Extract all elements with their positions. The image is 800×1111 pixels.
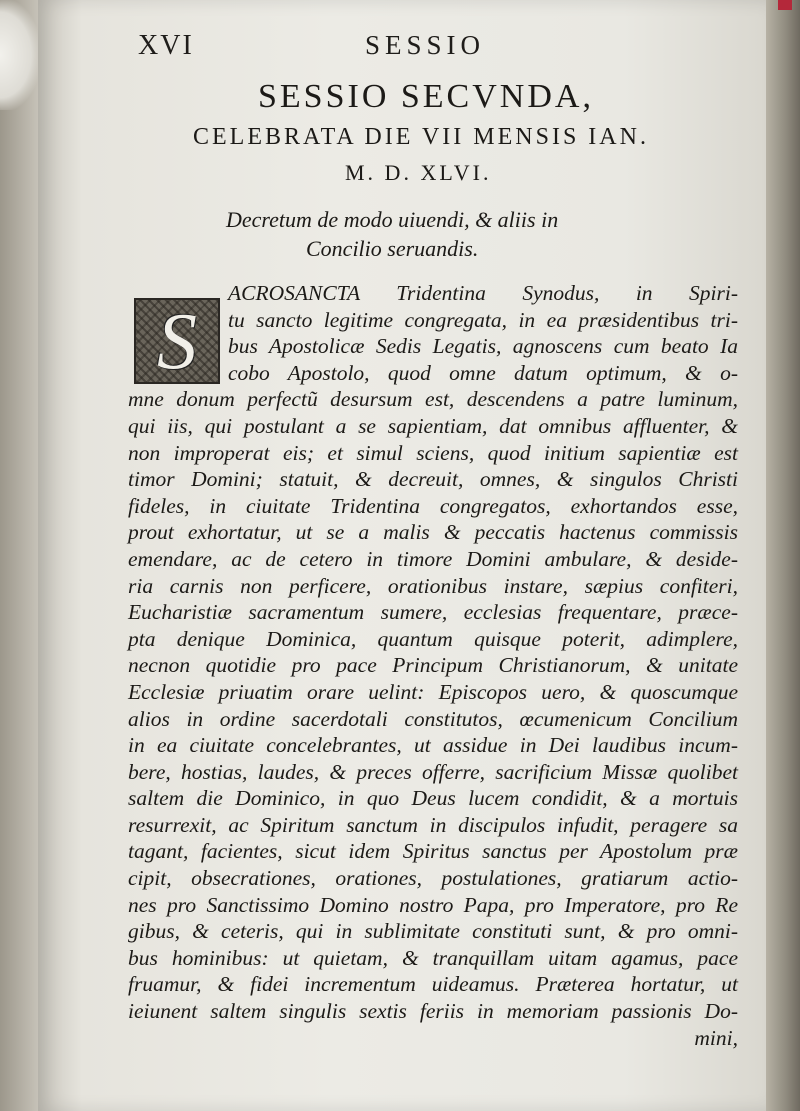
body-text bbox=[128, 280, 738, 1051]
page-edge bbox=[766, 0, 800, 1111]
body-line: prout exhortatur, ut se a malis & peccatis hactenus commissis bbox=[128, 520, 738, 545]
page-gutter bbox=[0, 0, 40, 1111]
running-head: SESSIO bbox=[365, 30, 486, 60]
session-title: SESSIO SECVNDA, bbox=[258, 78, 594, 115]
body-line: pta denique Dominica, quantum quisque poterit, adimplere, bbox=[128, 626, 738, 651]
decree-title bbox=[226, 205, 686, 263]
body-line: nes pro Sanctissimo Domino nostro Papa, pro Imperatore, pro Re bbox=[128, 892, 738, 917]
session-subtitle: CELEBRATA DIE VII MENSIS IAN. bbox=[193, 124, 649, 150]
body-line: tu sancto legitime congregata, in ea præsidentibus tri- bbox=[228, 307, 738, 332]
body-line: alios in ordine sacerdotali constitutos, œcumenicum Concilium bbox=[128, 706, 738, 731]
body-line: fideles, in ciuitate Tridentina congregatos, exhortandos esse, bbox=[128, 493, 738, 518]
body-line: ieiunent saltem singulis sextis feriis in memoriam passionis Do- bbox=[128, 999, 738, 1024]
body-line: ACROSANCTA Tridentina Synodus, in Spiri- bbox=[228, 281, 738, 305]
body-line: cipit, obsecrationes, orationes, postulationes, gratiarum actio- bbox=[128, 866, 738, 891]
body-line: emendare, ac de cetero in timore Domini ambulare, & deside- bbox=[128, 546, 738, 571]
bookmark-ribbon bbox=[778, 0, 792, 10]
body-line: cobo Apostolo, quod omne datum optimum, & o- bbox=[228, 360, 738, 385]
body-line: saltem die Dominico, in quo Deus lucem condidit, & a mortuis bbox=[128, 786, 738, 811]
folio-number: XVI bbox=[138, 30, 194, 61]
initial-letter: S bbox=[157, 298, 197, 386]
body-line: timor Domini; statuit, & decreuit, omnes, & singulos Christi bbox=[128, 467, 738, 492]
page-header bbox=[0, 30, 800, 64]
body-line: bus Apostolicæ Sedis Legatis, agnoscens cum beato Ia bbox=[228, 334, 738, 359]
session-date: M. D. XLVI. bbox=[345, 160, 492, 185]
body-line: tagant, facientes, sicut idem Spiritus sanctus per Apostolum præ bbox=[128, 839, 738, 864]
body-line: non improperat eis; et simul sciens, quod initium sapientiæ est bbox=[128, 440, 738, 465]
body-line-catchword: mini, bbox=[694, 1025, 738, 1050]
body-line: resurrexit, ac Spiritum sanctum in discipulos infudit, peragere sa bbox=[128, 812, 738, 837]
body-line: Eucharistiæ sacramentum sumere, ecclesias frequentare, præce- bbox=[128, 600, 738, 625]
body-line: ria carnis non perficere, orationibus instare, sæpius confiteri, bbox=[128, 573, 738, 598]
decree-title-line-1: Decretum de modo uiuendi, & aliis in bbox=[226, 207, 559, 232]
body-line: mne donum perfectũ desursum est, descendens a patre luminum, bbox=[128, 387, 738, 412]
body-line: qui iis, qui postulant a se sapientiam, dat omnibus affluenter, & bbox=[128, 413, 738, 438]
body-line: fruamur, & fidei incrementum uideamus. Præterea hortatur, ut bbox=[128, 972, 738, 997]
decree-title-line-2: Concilio seruandis. bbox=[306, 236, 479, 261]
body-line: bus hominibus: ut quietam, & tranquillam uitam agamus, pace bbox=[128, 945, 738, 970]
body-line: gibus, & ceteris, qui in sublimitate constituti sunt, & pro omni- bbox=[128, 919, 738, 944]
body-line: Ecclesiæ priuatim orare uelint: Episcopos uero, & quoscumque bbox=[128, 679, 738, 704]
body-line: necnon quotidie pro pace Principum Christianorum, & unitate bbox=[128, 653, 738, 678]
body-line: bere, hostias, laudes, & preces offerre, sacrificium Missæ quolibet bbox=[128, 759, 738, 784]
body-line: in ea ciuitate concelebrantes, ut assidue in Dei laudibus incum- bbox=[128, 733, 738, 758]
